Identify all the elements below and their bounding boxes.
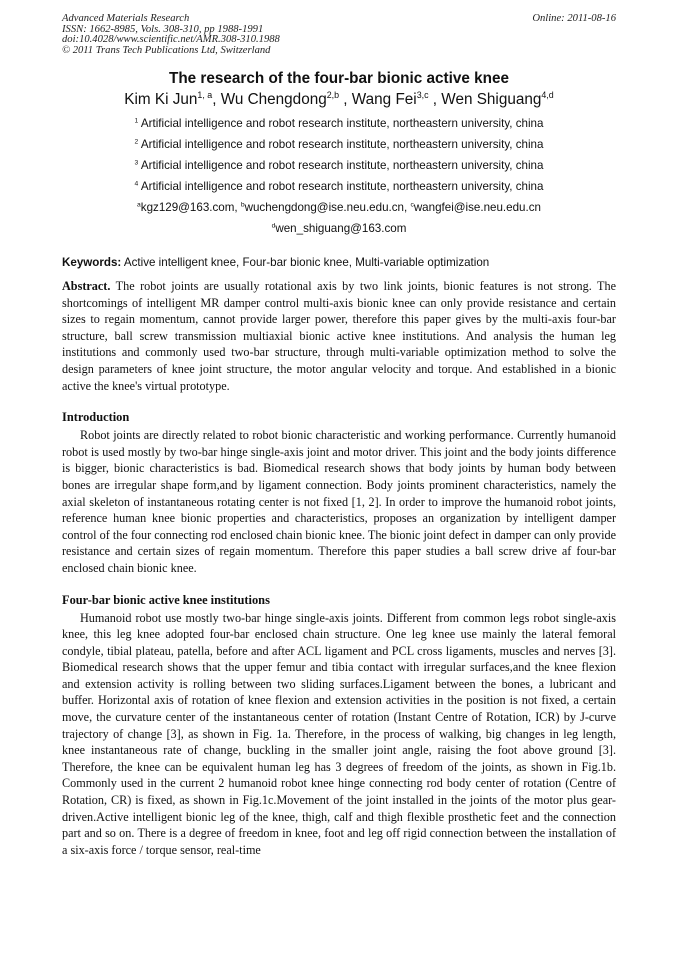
online-date: Online: 2011-08-16 xyxy=(532,13,616,24)
author-separator: , xyxy=(339,91,352,108)
paper-title: The research of the four-bar bionic active knee xyxy=(168,70,510,87)
section-heading-introduction: Introduction xyxy=(62,410,130,425)
author-separator: , xyxy=(428,91,442,108)
journal-header xyxy=(62,14,616,56)
keywords-label: Keywords: xyxy=(62,256,122,269)
affiliation-number: 1 xyxy=(134,117,139,125)
author-name: Wang Fei xyxy=(351,91,417,108)
author-name: Wu Chengdong xyxy=(220,91,327,108)
email-separator: , xyxy=(234,201,241,214)
author-superscript: 4,d xyxy=(541,89,554,100)
email-superscript: a xyxy=(137,201,141,209)
affiliation-number: 2 xyxy=(134,138,139,146)
email-superscript: d xyxy=(271,222,276,230)
section-heading-four-bar: Four-bar bionic active knee institutions xyxy=(62,592,270,607)
author-name: Wen Shiguang xyxy=(441,91,542,108)
abstract-label: Abstract. xyxy=(62,279,111,293)
author-list xyxy=(62,90,616,110)
email-address[interactable]: kgz129@163.com xyxy=(140,201,235,214)
author-superscript: 2,b xyxy=(326,89,340,100)
author-superscript: 1, a xyxy=(197,89,213,100)
email-address[interactable]: wangfei@ise.neu.edu.cn xyxy=(413,201,541,214)
email-line xyxy=(62,197,616,218)
affiliation-number: 3 xyxy=(134,159,139,167)
email-line xyxy=(62,218,616,239)
journal-name: Advanced Materials Research xyxy=(62,13,190,24)
copyright-line: © 2011 Trans Tech Publications Ltd, Switzerland xyxy=(62,44,271,56)
section-body-four-bar: Humanoid robot use mostly two-bar hinge single-axis joints. Different from common legs robot single-axis knee, this leg knee adopted four-bar enclosed chain structure. One leg knee use mainly the lateral femoral condyle, tibial plateau, patella, before and after ACL ligament and PCL cross ligaments, muscles and nerves [3]. Biomedical research shows that the upper femur and tibia contact with irregular surfaces,and the knee flexion and extension activity is rolling between two sliding surfaces.Ligament between the bones, a lubricant and buffer. Horizontal axis of rotation of knee flexion and extension activities in the position is not fixed, a certain move, the curvature center of the instantaneous center of rotation (Instant Centre of Rotation, ICR) by J-curve trajectory of change [3], as shown in Fig. 1a. Therefore, in the process of walking, big changes in leg length, knee instantaneous rate of change, buckling in the smaller joint angle, raising the foot above ground [3]. Therefore, the knee can be equivalent human leg has 3 degrees of freedom of the joints, as shown in Fig.1b. Commonly used in the current 2 humanoid robot knee hinge connecting rod body center of rotation (Centre of Rotation, CR) is fixed, as shown in Fig.1c.Movement of the joint installed in the joints of the motor plus gear-driven.Active intelligent bionic leg of the knee, thigh, calf and thigh flexible prosthetic feet and the connection part and so on. There is a degree of freedom in knee, foot and leg off rigid connection between the installation of a six-axis force / torque sensor, real-time xyxy=(62,610,616,857)
keywords xyxy=(62,255,616,271)
author-superscript: 3,c xyxy=(416,89,429,100)
email-address[interactable]: wen_shiguang@163.com xyxy=(275,222,407,235)
affiliation-text: Artificial intelligence and robot research institute, northeastern university, china xyxy=(140,180,544,193)
email-separator: , xyxy=(404,201,411,214)
issn-line: ISSN: 1662-8985, Vols. 308-310, pp 1988-1991 xyxy=(62,23,264,35)
author-separator: , xyxy=(212,91,221,108)
abstract-text: The robot joints are usually rotational axis by two link joints, bionic features is not strong. The shortcomings of intelligent MR damper control multi-axis bionic knee can only provide resistance and certain sizes to regain momentum, cannot provide larger power, therefore this paper gives by the multi-axis four-bar structure, ball screw transmission multiaxial bionic active knee institutions. And analysis the human leg institutions and commonly used two-bar structure, through multi-variable optimization method to solve the design parameters of knee joint structure, the motor angular velocity and torque. And established in a bionic active the knee's virtual prototype. xyxy=(62,279,616,393)
paper-page xyxy=(62,14,616,858)
email-address[interactable]: wuchengdong@ise.neu.edu.cn xyxy=(244,201,404,214)
author-name: Kim Ki Jun xyxy=(124,91,198,108)
abstract xyxy=(62,278,616,394)
affiliation-number: 4 xyxy=(134,180,139,188)
keywords-text: Active intelligent knee, Four-bar bionic knee, Multi-variable optimization xyxy=(123,256,490,269)
affiliation xyxy=(62,134,616,155)
email-list xyxy=(62,197,616,239)
affiliation xyxy=(62,113,616,134)
email-superscript: c xyxy=(410,201,414,209)
affiliation-text: Artificial intelligence and robot research institute, northeastern university, china xyxy=(140,138,544,151)
email-superscript: b xyxy=(240,201,245,209)
section-body-introduction: Robot joints are directly related to robot bionic characteristic and working performance. Currently humanoid robot is used mostly by two-bar hinge single-axis joint and motor driver. This joint and the body joints difference is bigger, bionic characteristics is bad. Biomedical research shows that body joints by human body between bones are irregular shape form,and by ligament connection. Body joints prominent characteristics, namely the axial skeleton of instantaneous rotating center is not fixed [1, 2]. In order to improve the humanoid robot joints, reference human knee bionic properties and characteristics, proposes an organization by intelligent damper control of the four connecting rod enclosed chain bionic knee. The bionic joint defect in damper can only provide resistance and certain sizes of regain momentum. Therefore this paper studies a ball screw drive af four-bar enclosed chain bionic knee. xyxy=(62,428,616,575)
affiliation-text: Artificial intelligence and robot research institute, northeastern university, china xyxy=(140,117,544,130)
affiliation-text: Artificial intelligence and robot research institute, northeastern university, china xyxy=(140,159,544,172)
affiliation-list xyxy=(62,113,616,197)
doi-line: doi:10.4028/www.scientific.net/AMR.308-310.1988 xyxy=(62,34,280,45)
affiliation xyxy=(62,155,616,176)
affiliation xyxy=(62,176,616,197)
